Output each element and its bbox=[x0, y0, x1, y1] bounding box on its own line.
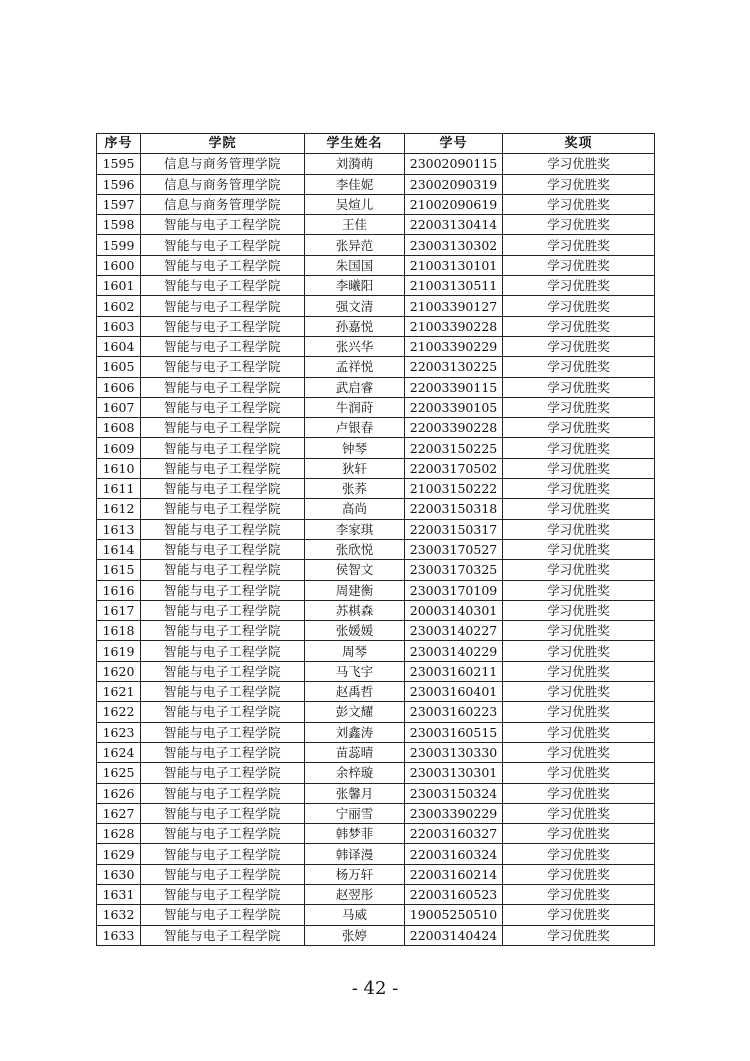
serial-number-cell: 1627 bbox=[97, 803, 141, 823]
student-name-cell: 李佳妮 bbox=[305, 174, 405, 194]
serial-number-cell: 1613 bbox=[97, 519, 141, 539]
serial-number-cell: 1628 bbox=[97, 824, 141, 844]
header-college: 学院 bbox=[141, 134, 305, 154]
student-name-cell: 狄轩 bbox=[305, 458, 405, 478]
college-cell: 智能与电子工程学院 bbox=[141, 357, 305, 377]
student-name-cell: 张馨月 bbox=[305, 783, 405, 803]
table-row bbox=[97, 621, 655, 641]
student-name-cell: 苏棋森 bbox=[305, 600, 405, 620]
table-row bbox=[97, 154, 655, 174]
table-row bbox=[97, 316, 655, 336]
student-name-cell: 孟祥悦 bbox=[305, 357, 405, 377]
student-id-cell: 21003390229 bbox=[405, 336, 503, 356]
student-id-cell: 22003160214 bbox=[405, 864, 503, 884]
award-list-table-wrapper bbox=[96, 133, 654, 946]
award-cell: 学习优胜奖 bbox=[503, 560, 655, 580]
award-cell: 学习优胜奖 bbox=[503, 763, 655, 783]
table-row bbox=[97, 682, 655, 702]
table-row bbox=[97, 702, 655, 722]
student-id-cell: 23003160211 bbox=[405, 661, 503, 681]
student-id-cell: 23003160515 bbox=[405, 722, 503, 742]
table-row bbox=[97, 479, 655, 499]
table-row bbox=[97, 600, 655, 620]
student-id-cell: 23003140227 bbox=[405, 621, 503, 641]
award-cell: 学习优胜奖 bbox=[503, 458, 655, 478]
award-cell: 学习优胜奖 bbox=[503, 864, 655, 884]
award-cell: 学习优胜奖 bbox=[503, 377, 655, 397]
award-cell: 学习优胜奖 bbox=[503, 418, 655, 438]
student-id-cell: 21003130511 bbox=[405, 276, 503, 296]
college-cell: 智能与电子工程学院 bbox=[141, 803, 305, 823]
student-id-cell: 21003390127 bbox=[405, 296, 503, 316]
serial-number-cell: 1631 bbox=[97, 884, 141, 904]
college-cell: 智能与电子工程学院 bbox=[141, 418, 305, 438]
student-id-cell: 22003170502 bbox=[405, 458, 503, 478]
student-name-cell: 杨万轩 bbox=[305, 864, 405, 884]
student-name-cell: 周琴 bbox=[305, 641, 405, 661]
award-cell: 学习优胜奖 bbox=[503, 174, 655, 194]
college-cell: 智能与电子工程学院 bbox=[141, 215, 305, 235]
table-row bbox=[97, 194, 655, 214]
page-number: - 42 - bbox=[351, 978, 399, 999]
college-cell: 智能与电子工程学院 bbox=[141, 458, 305, 478]
table-row bbox=[97, 763, 655, 783]
table-row bbox=[97, 418, 655, 438]
serial-number-cell: 1607 bbox=[97, 397, 141, 417]
award-cell: 学习优胜奖 bbox=[503, 702, 655, 722]
table-row bbox=[97, 296, 655, 316]
table-header-row bbox=[97, 134, 655, 154]
student-name-cell: 宁丽雪 bbox=[305, 803, 405, 823]
college-cell: 智能与电子工程学院 bbox=[141, 519, 305, 539]
student-id-cell: 23003160223 bbox=[405, 702, 503, 722]
award-cell: 学习优胜奖 bbox=[503, 783, 655, 803]
student-id-cell: 23003160401 bbox=[405, 682, 503, 702]
student-id-cell: 23003150324 bbox=[405, 783, 503, 803]
serial-number-cell: 1623 bbox=[97, 722, 141, 742]
serial-number-cell: 1620 bbox=[97, 661, 141, 681]
student-name-cell: 牛润莳 bbox=[305, 397, 405, 417]
award-cell: 学习优胜奖 bbox=[503, 154, 655, 174]
college-cell: 智能与电子工程学院 bbox=[141, 682, 305, 702]
college-cell: 智能与电子工程学院 bbox=[141, 925, 305, 945]
serial-number-cell: 1608 bbox=[97, 418, 141, 438]
student-name-cell: 韩译漫 bbox=[305, 844, 405, 864]
serial-number-cell: 1617 bbox=[97, 600, 141, 620]
table-row bbox=[97, 641, 655, 661]
college-cell: 智能与电子工程学院 bbox=[141, 783, 305, 803]
serial-number-cell: 1600 bbox=[97, 255, 141, 275]
serial-number-cell: 1610 bbox=[97, 458, 141, 478]
serial-number-cell: 1619 bbox=[97, 641, 141, 661]
student-name-cell: 钟琴 bbox=[305, 438, 405, 458]
student-id-cell: 23003140229 bbox=[405, 641, 503, 661]
header-serial-number: 序号 bbox=[97, 134, 141, 154]
student-id-cell: 21002090619 bbox=[405, 194, 503, 214]
table-row bbox=[97, 864, 655, 884]
serial-number-cell: 1598 bbox=[97, 215, 141, 235]
student-name-cell: 张荞 bbox=[305, 479, 405, 499]
serial-number-cell: 1597 bbox=[97, 194, 141, 214]
college-cell: 信息与商务管理学院 bbox=[141, 174, 305, 194]
student-name-cell: 张欣悦 bbox=[305, 539, 405, 559]
table-row bbox=[97, 255, 655, 275]
student-id-cell: 23003170109 bbox=[405, 580, 503, 600]
student-name-cell: 朱国国 bbox=[305, 255, 405, 275]
student-id-cell: 22003140424 bbox=[405, 925, 503, 945]
college-cell: 智能与电子工程学院 bbox=[141, 884, 305, 904]
header-award: 奖项 bbox=[503, 134, 655, 154]
student-id-cell: 23003130302 bbox=[405, 235, 503, 255]
award-cell: 学习优胜奖 bbox=[503, 397, 655, 417]
college-cell: 智能与电子工程学院 bbox=[141, 905, 305, 925]
student-id-cell: 22003160523 bbox=[405, 884, 503, 904]
college-cell: 智能与电子工程学院 bbox=[141, 763, 305, 783]
student-name-cell: 强文清 bbox=[305, 296, 405, 316]
college-cell: 智能与电子工程学院 bbox=[141, 377, 305, 397]
student-id-cell: 22003160327 bbox=[405, 824, 503, 844]
student-id-cell: 23002090115 bbox=[405, 154, 503, 174]
student-name-cell: 赵翌彤 bbox=[305, 884, 405, 904]
student-name-cell: 周建衡 bbox=[305, 580, 405, 600]
award-cell: 学习优胜奖 bbox=[503, 235, 655, 255]
serial-number-cell: 1633 bbox=[97, 925, 141, 945]
serial-number-cell: 1609 bbox=[97, 438, 141, 458]
table-row bbox=[97, 377, 655, 397]
header-student-name: 学生姓名 bbox=[305, 134, 405, 154]
student-name-cell: 卢银春 bbox=[305, 418, 405, 438]
award-cell: 学习优胜奖 bbox=[503, 580, 655, 600]
award-cell: 学习优胜奖 bbox=[503, 519, 655, 539]
award-cell: 学习优胜奖 bbox=[503, 682, 655, 702]
serial-number-cell: 1630 bbox=[97, 864, 141, 884]
student-id-cell: 23003170527 bbox=[405, 539, 503, 559]
college-cell: 智能与电子工程学院 bbox=[141, 336, 305, 356]
serial-number-cell: 1602 bbox=[97, 296, 141, 316]
table-row bbox=[97, 235, 655, 255]
college-cell: 智能与电子工程学院 bbox=[141, 824, 305, 844]
table-row bbox=[97, 215, 655, 235]
student-id-cell: 22003130414 bbox=[405, 215, 503, 235]
student-name-cell: 赵禹哲 bbox=[305, 682, 405, 702]
student-id-cell: 23003390229 bbox=[405, 803, 503, 823]
college-cell: 信息与商务管理学院 bbox=[141, 194, 305, 214]
table-row bbox=[97, 174, 655, 194]
college-cell: 智能与电子工程学院 bbox=[141, 316, 305, 336]
student-name-cell: 张媛媛 bbox=[305, 621, 405, 641]
student-id-cell: 22003390115 bbox=[405, 377, 503, 397]
student-name-cell: 刘漪萌 bbox=[305, 154, 405, 174]
serial-number-cell: 1612 bbox=[97, 499, 141, 519]
student-name-cell: 侯智文 bbox=[305, 560, 405, 580]
student-name-cell: 韩梦菲 bbox=[305, 824, 405, 844]
student-id-cell: 22003150318 bbox=[405, 499, 503, 519]
student-id-cell: 20003140301 bbox=[405, 600, 503, 620]
table-row bbox=[97, 884, 655, 904]
college-cell: 智能与电子工程学院 bbox=[141, 539, 305, 559]
student-id-cell: 22003390228 bbox=[405, 418, 503, 438]
award-cell: 学习优胜奖 bbox=[503, 539, 655, 559]
award-cell: 学习优胜奖 bbox=[503, 661, 655, 681]
serial-number-cell: 1618 bbox=[97, 621, 141, 641]
award-list-table bbox=[96, 133, 655, 946]
table-row bbox=[97, 580, 655, 600]
student-name-cell: 张兴华 bbox=[305, 336, 405, 356]
college-cell: 智能与电子工程学院 bbox=[141, 600, 305, 620]
table-row bbox=[97, 276, 655, 296]
student-name-cell: 彭文耀 bbox=[305, 702, 405, 722]
serial-number-cell: 1604 bbox=[97, 336, 141, 356]
college-cell: 智能与电子工程学院 bbox=[141, 255, 305, 275]
student-name-cell: 张婷 bbox=[305, 925, 405, 945]
college-cell: 智能与电子工程学院 bbox=[141, 397, 305, 417]
table-row bbox=[97, 397, 655, 417]
college-cell: 智能与电子工程学院 bbox=[141, 742, 305, 762]
serial-number-cell: 1624 bbox=[97, 742, 141, 762]
student-name-cell: 马威 bbox=[305, 905, 405, 925]
serial-number-cell: 1596 bbox=[97, 174, 141, 194]
student-id-cell: 23003170325 bbox=[405, 560, 503, 580]
table-row bbox=[97, 783, 655, 803]
table-row bbox=[97, 519, 655, 539]
table-row bbox=[97, 539, 655, 559]
table-row bbox=[97, 458, 655, 478]
serial-number-cell: 1599 bbox=[97, 235, 141, 255]
table-row bbox=[97, 905, 655, 925]
table-row bbox=[97, 824, 655, 844]
student-name-cell: 余梓璇 bbox=[305, 763, 405, 783]
table-row bbox=[97, 803, 655, 823]
student-id-cell: 22003130225 bbox=[405, 357, 503, 377]
student-id-cell: 23003130330 bbox=[405, 742, 503, 762]
student-name-cell: 李家琪 bbox=[305, 519, 405, 539]
serial-number-cell: 1595 bbox=[97, 154, 141, 174]
college-cell: 智能与电子工程学院 bbox=[141, 641, 305, 661]
college-cell: 智能与电子工程学院 bbox=[141, 722, 305, 742]
serial-number-cell: 1605 bbox=[97, 357, 141, 377]
student-id-cell: 22003150225 bbox=[405, 438, 503, 458]
serial-number-cell: 1629 bbox=[97, 844, 141, 864]
award-cell: 学习优胜奖 bbox=[503, 621, 655, 641]
student-id-cell: 23003130301 bbox=[405, 763, 503, 783]
table-row bbox=[97, 925, 655, 945]
award-cell: 学习优胜奖 bbox=[503, 357, 655, 377]
award-cell: 学习优胜奖 bbox=[503, 722, 655, 742]
student-name-cell: 马飞宇 bbox=[305, 661, 405, 681]
student-id-cell: 21003150222 bbox=[405, 479, 503, 499]
award-cell: 学习优胜奖 bbox=[503, 194, 655, 214]
table-row bbox=[97, 722, 655, 742]
college-cell: 智能与电子工程学院 bbox=[141, 560, 305, 580]
table-row bbox=[97, 499, 655, 519]
college-cell: 智能与电子工程学院 bbox=[141, 702, 305, 722]
award-cell: 学习优胜奖 bbox=[503, 479, 655, 499]
student-id-cell: 23002090319 bbox=[405, 174, 503, 194]
award-cell: 学习优胜奖 bbox=[503, 803, 655, 823]
serial-number-cell: 1611 bbox=[97, 479, 141, 499]
student-name-cell: 刘鑫涛 bbox=[305, 722, 405, 742]
award-cell: 学习优胜奖 bbox=[503, 844, 655, 864]
table-row bbox=[97, 560, 655, 580]
award-cell: 学习优胜奖 bbox=[503, 925, 655, 945]
college-cell: 智能与电子工程学院 bbox=[141, 479, 305, 499]
award-cell: 学习优胜奖 bbox=[503, 438, 655, 458]
college-cell: 智能与电子工程学院 bbox=[141, 661, 305, 681]
award-cell: 学习优胜奖 bbox=[503, 316, 655, 336]
student-id-cell: 22003160324 bbox=[405, 844, 503, 864]
award-cell: 学习优胜奖 bbox=[503, 600, 655, 620]
student-name-cell: 高尚 bbox=[305, 499, 405, 519]
student-name-cell: 李曦阳 bbox=[305, 276, 405, 296]
student-id-cell: 22003390105 bbox=[405, 397, 503, 417]
college-cell: 智能与电子工程学院 bbox=[141, 844, 305, 864]
award-cell: 学习优胜奖 bbox=[503, 276, 655, 296]
table-row bbox=[97, 438, 655, 458]
college-cell: 智能与电子工程学院 bbox=[141, 621, 305, 641]
student-name-cell: 苗蕊晴 bbox=[305, 742, 405, 762]
college-cell: 智能与电子工程学院 bbox=[141, 864, 305, 884]
college-cell: 信息与商务管理学院 bbox=[141, 154, 305, 174]
award-cell: 学习优胜奖 bbox=[503, 884, 655, 904]
table-row bbox=[97, 742, 655, 762]
serial-number-cell: 1621 bbox=[97, 682, 141, 702]
header-student-id: 学号 bbox=[405, 134, 503, 154]
student-name-cell: 武启睿 bbox=[305, 377, 405, 397]
college-cell: 智能与电子工程学院 bbox=[141, 580, 305, 600]
college-cell: 智能与电子工程学院 bbox=[141, 499, 305, 519]
college-cell: 智能与电子工程学院 bbox=[141, 438, 305, 458]
table-row bbox=[97, 661, 655, 681]
serial-number-cell: 1626 bbox=[97, 783, 141, 803]
student-name-cell: 孙嘉悦 bbox=[305, 316, 405, 336]
student-name-cell: 张异范 bbox=[305, 235, 405, 255]
college-cell: 智能与电子工程学院 bbox=[141, 235, 305, 255]
student-id-cell: 21003130101 bbox=[405, 255, 503, 275]
serial-number-cell: 1614 bbox=[97, 539, 141, 559]
serial-number-cell: 1616 bbox=[97, 580, 141, 600]
serial-number-cell: 1625 bbox=[97, 763, 141, 783]
award-cell: 学习优胜奖 bbox=[503, 499, 655, 519]
award-cell: 学习优胜奖 bbox=[503, 215, 655, 235]
serial-number-cell: 1632 bbox=[97, 905, 141, 925]
serial-number-cell: 1615 bbox=[97, 560, 141, 580]
table-body bbox=[97, 154, 655, 946]
table-row bbox=[97, 357, 655, 377]
award-cell: 学习优胜奖 bbox=[503, 336, 655, 356]
student-id-cell: 21003390228 bbox=[405, 316, 503, 336]
award-cell: 学习优胜奖 bbox=[503, 824, 655, 844]
student-name-cell: 吴煊儿 bbox=[305, 194, 405, 214]
serial-number-cell: 1606 bbox=[97, 377, 141, 397]
serial-number-cell: 1601 bbox=[97, 276, 141, 296]
table-row bbox=[97, 844, 655, 864]
college-cell: 智能与电子工程学院 bbox=[141, 276, 305, 296]
award-cell: 学习优胜奖 bbox=[503, 255, 655, 275]
award-cell: 学习优胜奖 bbox=[503, 641, 655, 661]
student-id-cell: 19005250510 bbox=[405, 905, 503, 925]
award-cell: 学习优胜奖 bbox=[503, 742, 655, 762]
award-cell: 学习优胜奖 bbox=[503, 296, 655, 316]
table-row bbox=[97, 336, 655, 356]
student-name-cell: 王佳 bbox=[305, 215, 405, 235]
award-cell: 学习优胜奖 bbox=[503, 905, 655, 925]
student-id-cell: 22003150317 bbox=[405, 519, 503, 539]
serial-number-cell: 1622 bbox=[97, 702, 141, 722]
serial-number-cell: 1603 bbox=[97, 316, 141, 336]
college-cell: 智能与电子工程学院 bbox=[141, 296, 305, 316]
